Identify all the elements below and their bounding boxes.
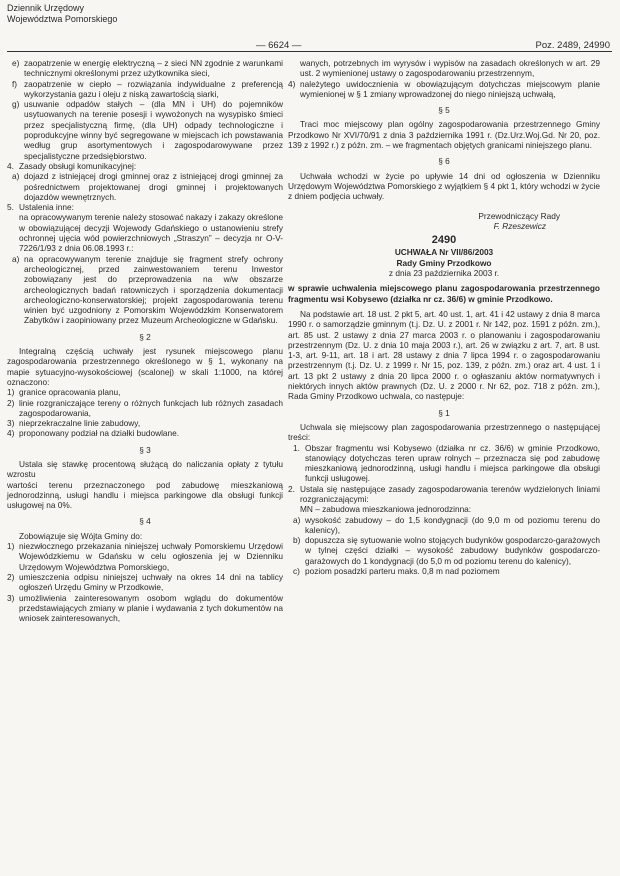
item-marker: 1. — [293, 442, 300, 453]
item-marker: 4) — [288, 78, 296, 89]
list-item — [7, 398, 283, 419]
item-marker: f) — [12, 78, 18, 89]
list-item — [288, 484, 600, 505]
item-marker: g) — [12, 99, 20, 110]
list-item — [288, 443, 600, 484]
item-text: granice opracowania planu, — [19, 387, 121, 398]
item-text: Obszar fragmentu wsi Kobysewo (działka nr cz. 36/6) w gminie Przodkowo, stanowiący dotychczas teren upraw rolnych – przeznacza się pod zabudowę mieszkaniową jednorodzinną, usługi handlu i miejsca parkingowe dla obsługi funkcji usługowej. — [305, 442, 600, 484]
item-text: Zasady obsługi komunikacyjnej: — [19, 160, 137, 171]
item-text: Ustalenia inne: — [19, 202, 74, 213]
list-item — [288, 535, 600, 566]
publication-line-1: Dziennik Urzędowy — [7, 3, 85, 13]
section-heading: § 3 — [139, 444, 151, 455]
item-marker: e) — [12, 58, 20, 68]
list-item — [7, 171, 283, 202]
list-item — [7, 161, 283, 171]
list-item — [7, 58, 283, 79]
list-item — [288, 566, 600, 576]
item-text: niezwłocznego przekazania niniejszej uchwały Pomorskiemu Urzędowi Wojewódzkiemu w Gdańsku w celu ogłoszenia jej w Dzienniku Urzędowym Województwa Pomorskiego, — [19, 541, 283, 572]
list-item — [7, 254, 283, 326]
item-marker: 2) — [7, 571, 15, 582]
left-column — [7, 58, 283, 623]
item-text: dojazd z istniejącej drogi gminnej oraz z istniejącej drogi gminnej za pośrednictwem projektowanej drogi gminnej i projektowanych dojazdów wewnętrznych. — [24, 171, 283, 202]
section-heading: § 2 — [139, 331, 151, 342]
item-marker: 2) — [7, 397, 15, 408]
header-rule — [7, 51, 612, 52]
resolution-body: Rady Gminy Przodkowo — [396, 257, 492, 268]
paragraph: Zobowiązuje się Wójta Gminy do: — [19, 530, 143, 541]
item-text: linie rozgraniczające tereny o różnych funkcjach lub różnych zasadach zagospodarowania, — [19, 397, 283, 418]
list-item — [7, 99, 283, 161]
list-item — [7, 593, 283, 624]
item-text: dopuszcza się sytuowanie wolno stojących budynków gospodarczo-garażowych w tylnej części działki – wysokość zabudowy budynków gospodarczo-garażowych do 1 kondygnacji (do 5,0 m od poziomu terenu do kalenicy), — [305, 535, 600, 566]
item-marker: c) — [293, 566, 300, 577]
publication-title — [7, 3, 117, 24]
item-text: należytego uwidocznienia w obowiązującym dotychczas miejscowym planie wymienionej w § 1 zmiany wprowadzonej do niego niniejszą uchwałą, — [300, 78, 600, 99]
paragraph: Uchwala się miejscowy plan zagospodarowania przestrzennego o następującej treści: — [288, 421, 600, 443]
list-item — [7, 418, 283, 428]
item-text: usuwanie odpadów stałych – (dla MN i UH) do pojemników usytuowanych na terenie posesji i wywożonych na wysypisko śmieci przez specjalistyczną firmę, (dla UH) odpady technologiczne i poprodukcyjne winny być segregowane w miejscach ich powstawania według grup asortymentowych i zagospodarowywane przez specjalistyczne przedsiębiorstwo. — [24, 99, 283, 161]
item-marker: 4) — [7, 428, 15, 439]
legal-basis: Na podstawie art. 18 ust. 2 pkt 5, art. 40 ust. 1, art. 41 i 42 ustawy z dnia 8 marca 1990 r. o samorządzie gminnym (t.j. Dz. U. z 2001 r. Nr 142, poz. 1591 z późn. zm.), art. 85 ust. 2 ustawy z dnia 27 marca 2003 r. o planowaniu i zagospodarowaniu przestrzennym (Dz. U. z dnia 10 maja 2003 r.), art. 26 w związku z art. 7, art. 8 ust. 1-3, art. 9-11, art. 18 i art. 28 ustawy z dnia 7 lipca 1994 r. o zagospodarowaniu przestrzennym (t.j. Dz. U. z 1999 r. Nr 15, poz. 139, z późn. zm.) oraz art. 4 ust. 1 i art. 13 pkt 2 ustawy z dnia 20 lipca 2000 r. o ogłaszaniu aktów normatywnych i niektórych innych aktów prawnych (Dz. U. z 2000 r. Nr 62, poz. 718 z późn. zm.), Rada Gminy Przodkowo uchwala, co następuje: — [288, 308, 600, 402]
item-text: umieszczenia odpisu niniejszej uchwały na okres 14 dni na tablicy ogłoszeń Urzędu Gminy w Przodkowie, — [19, 571, 283, 593]
section-heading: § 4 — [139, 516, 151, 527]
list-item — [7, 79, 283, 100]
item-marker: 3) — [7, 418, 15, 429]
list-item — [288, 79, 600, 100]
paragraph: Integralną częścią uchwały jest rysunek miejscowego planu zagospodarowania przestrzennego określonego w § 1, wykonany na mapie sytuacyjno-wysokościowej (scalonej) w skali 1:1000, na której oznaczono: — [7, 346, 283, 387]
page-number: — 6624 — — [256, 40, 302, 51]
item-text: Ustala się następujące zasady zagospodarowania terenów wydzielonych liniami rozgraniczającymi: — [300, 483, 600, 504]
paragraph: wartości terenu przeznaczonego pod zabudowę mieszkaniową jednorodzinną, usługi handlu i miejsca parkingowe dla obsługi funkcji usługowej na 0%. — [7, 479, 283, 511]
paragraph: Traci moc miejscowy plan ogólny zagospodarowania przestrzennego Gminy Przodkowo Nr XVI/70/91 z dnia 3 października 1991 r. (Dz.Urz.Woj.Gd. Nr 20, poz. 139 z 1992 r.) z późn. zm. – we fragmentach objętych granicami niniejszego planu. — [288, 119, 600, 151]
section-heading: § 1 — [438, 407, 450, 418]
item-text: na opracowywanym terenie znajduje się fragment strefy ochrony archeologicznej, przed zainwestowaniem terenu Inwestor zobowiązany jest do przeprowadzenia na w/w obszarze archeologicznych badań ratowniczych i sporządzenia dokumentacji archeologiczno-konserwatorskiej; projekt zagospodarowania terenu winien być uzgodniony z Pomorskim Wojewódzkim Konserwatorem Zabytków i zaopiniowany przez Muzeum Archeologiczne w Gdańsku. — [24, 253, 283, 326]
item-marker: 5. — [7, 202, 14, 213]
list-item — [7, 202, 283, 212]
list-item — [7, 428, 283, 438]
paragraph: na opracowywanym terenie należy stosować nakazy i zakazy określone w obowiązującej decyzji Wojewody Gdańskiego o ustanowieniu strefy ochronnej ujęcia wód powierzchniowych „Straszyn” – decyzja nr O-V-7226/1/93 z dnia 06.08.1993 r.: — [19, 212, 283, 254]
document-number: 2490 — [431, 234, 457, 247]
paragraph: MN – zabudowa mieszkaniowa jednorodzinna: — [300, 504, 472, 515]
item-marker: 1) — [7, 387, 15, 398]
resolution-title: UCHWAŁA Nr VII/86/2003 — [394, 247, 494, 258]
publication-line-2: Województwa Pomorskiego — [7, 13, 118, 24]
signatory-name: F. Rzeszewicz — [493, 220, 546, 231]
item-marker: a) — [12, 253, 20, 264]
section-heading: § 6 — [438, 156, 450, 167]
resolution-subject: w sprawie uchwalenia miejscowego planu zagospodarowania przestrzennego fragmentu wsi Kobysewo (działka nr cz. 36/6) w gminie Przodkowo. — [288, 283, 600, 304]
list-item — [7, 572, 283, 593]
signatory-role: Przewodniczący Rady — [478, 210, 560, 221]
item-marker: 3) — [7, 592, 15, 603]
item-text: proponowany podział na działki budowlane. — [19, 428, 180, 439]
paragraph: Ustala się stawkę procentową służącą do naliczania opłaty z tytułu wzrostu — [7, 458, 283, 480]
paragraph: wanych, potrzebnych im wyrysów i wypisów na zasadach określonych w art. 29 ust. 2 wymienionej ustawy o zagospodarowaniu przestrzennym, — [300, 58, 600, 79]
paragraph: Uchwała wchodzi w życie po upływie 14 dni od ogłoszenia w Dzienniku Urzędowym Województwa Pomorskiego z wyjątkiem § 4 pkt 1, który wchodzi w życie z dniem podjęcia uchwały. — [288, 170, 600, 202]
item-text: wysokość zabudowy – do 1,5 kondygnacji (do 9,0 m od poziomu terenu do kalenicy), — [305, 514, 600, 535]
item-text: zaopatrzenie w ciepło – rozwiązania indywidualne z preferencją wykorzystania gazu i oleju z niską zawartością siarki, — [24, 78, 283, 99]
list-item — [7, 387, 283, 397]
list-item — [288, 515, 600, 536]
item-marker: b) — [293, 535, 301, 546]
list-item — [7, 541, 283, 572]
item-marker: 2. — [288, 483, 295, 494]
item-marker: a) — [293, 514, 301, 525]
item-text: umożliwienia zainteresowanym osobom wglądu do dokumentów przedstawiających zmiany w planie i wydawania z tych dokumentów na wniosek zainteresowanych, — [19, 592, 283, 624]
item-text: poziom posadzki parteru maks. 0,8 m nad poziomem — [305, 566, 500, 577]
item-text: zaopatrzenie w energię elektryczną – z sieci NN zgodnie z warunkami technicznymi określonymi przez użytkownika sieci, — [24, 58, 283, 79]
item-marker: 4. — [7, 160, 14, 171]
item-marker: 1) — [7, 541, 15, 552]
position-number: Poz. 2489, 24990 — [535, 40, 610, 51]
resolution-date: z dnia 23 października 2003 r. — [388, 268, 500, 279]
right-column — [288, 58, 600, 576]
section-heading: § 5 — [438, 105, 450, 116]
item-marker: a) — [12, 171, 20, 182]
item-text: nieprzekraczalne linie zabudowy, — [19, 418, 141, 429]
